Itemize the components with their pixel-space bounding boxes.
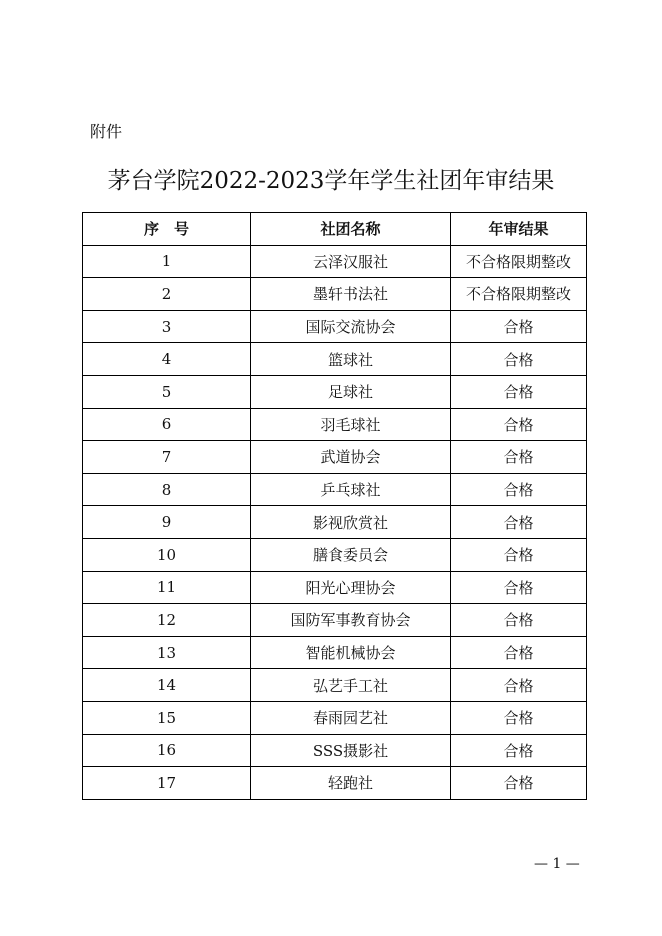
table-row — [83, 604, 587, 637]
cell-result: 合格 — [451, 538, 587, 571]
table-body — [83, 245, 587, 799]
table-header-row — [83, 213, 587, 246]
cell-result: 合格 — [451, 375, 587, 408]
cell-club-name: 足球社 — [251, 375, 451, 408]
cell-no: 4 — [83, 343, 251, 376]
header-club-name: 社团名称 — [251, 213, 451, 246]
table-row — [83, 669, 587, 702]
header-result: 年审结果 — [451, 213, 587, 246]
table-row — [83, 571, 587, 604]
table-row — [83, 701, 587, 734]
cell-no: 5 — [83, 375, 251, 408]
cell-result: 合格 — [451, 506, 587, 539]
table-row — [83, 538, 587, 571]
cell-result: 合格 — [451, 473, 587, 506]
cell-no: 14 — [83, 669, 251, 702]
cell-club-name: 乒乓球社 — [251, 473, 451, 506]
cell-result: 合格 — [451, 408, 587, 441]
cell-no: 16 — [83, 734, 251, 767]
table-row — [83, 245, 587, 278]
cell-club-name: 轻跑社 — [251, 767, 451, 800]
cell-club-name: 武道协会 — [251, 441, 451, 474]
cell-club-name: 国际交流协会 — [251, 310, 451, 343]
cell-club-name: 智能机械协会 — [251, 636, 451, 669]
cell-result: 合格 — [451, 669, 587, 702]
cell-no: 13 — [83, 636, 251, 669]
table-row — [83, 506, 587, 539]
table-row — [83, 473, 587, 506]
cell-no: 12 — [83, 604, 251, 637]
cell-result: 合格 — [451, 734, 587, 767]
results-table — [82, 212, 587, 800]
cell-club-name: 篮球社 — [251, 343, 451, 376]
cell-result: 合格 — [451, 571, 587, 604]
cell-no: 7 — [83, 441, 251, 474]
cell-no: 1 — [83, 245, 251, 278]
table-row — [83, 375, 587, 408]
table-row — [83, 343, 587, 376]
table-row — [83, 441, 587, 474]
cell-result: 合格 — [451, 441, 587, 474]
cell-no: 15 — [83, 701, 251, 734]
cell-result: 合格 — [451, 310, 587, 343]
table-row — [83, 767, 587, 800]
cell-club-name: 春雨园艺社 — [251, 701, 451, 734]
cell-no: 11 — [83, 571, 251, 604]
table-row — [83, 278, 587, 311]
cell-result: 合格 — [451, 343, 587, 376]
cell-no: 3 — [83, 310, 251, 343]
cell-club-name: 墨轩书法社 — [251, 278, 451, 311]
table-row — [83, 310, 587, 343]
cell-no: 10 — [83, 538, 251, 571]
table-row — [83, 734, 587, 767]
cell-result: 不合格限期整改 — [451, 278, 587, 311]
cell-result: 合格 — [451, 636, 587, 669]
cell-result: 合格 — [451, 767, 587, 800]
cell-club-name: 国防军事教育协会 — [251, 604, 451, 637]
cell-club-name: 云泽汉服社 — [251, 245, 451, 278]
cell-club-name: 弘艺手工社 — [251, 669, 451, 702]
cell-no: 9 — [83, 506, 251, 539]
cell-club-name: 膳食委员会 — [251, 538, 451, 571]
cell-club-name: 影视欣赏社 — [251, 506, 451, 539]
table-row — [83, 408, 587, 441]
cell-club-name: SSS摄影社 — [251, 734, 451, 767]
document-title: 茅台学院2022-2023学年学生社团年审结果 — [107, 168, 555, 194]
cell-no: 17 — [83, 767, 251, 800]
cell-result: 合格 — [451, 604, 587, 637]
cell-club-name: 羽毛球社 — [251, 408, 451, 441]
cell-no: 2 — [83, 278, 251, 311]
cell-no: 8 — [83, 473, 251, 506]
cell-no: 6 — [83, 408, 251, 441]
table-row — [83, 636, 587, 669]
cell-club-name: 阳光心理协会 — [251, 571, 451, 604]
cell-result: 不合格限期整改 — [451, 245, 587, 278]
page-number: — 1 — — [534, 856, 580, 872]
cell-result: 合格 — [451, 701, 587, 734]
attachment-label: 附件 — [90, 122, 123, 141]
header-no: 序 号 — [83, 213, 251, 246]
